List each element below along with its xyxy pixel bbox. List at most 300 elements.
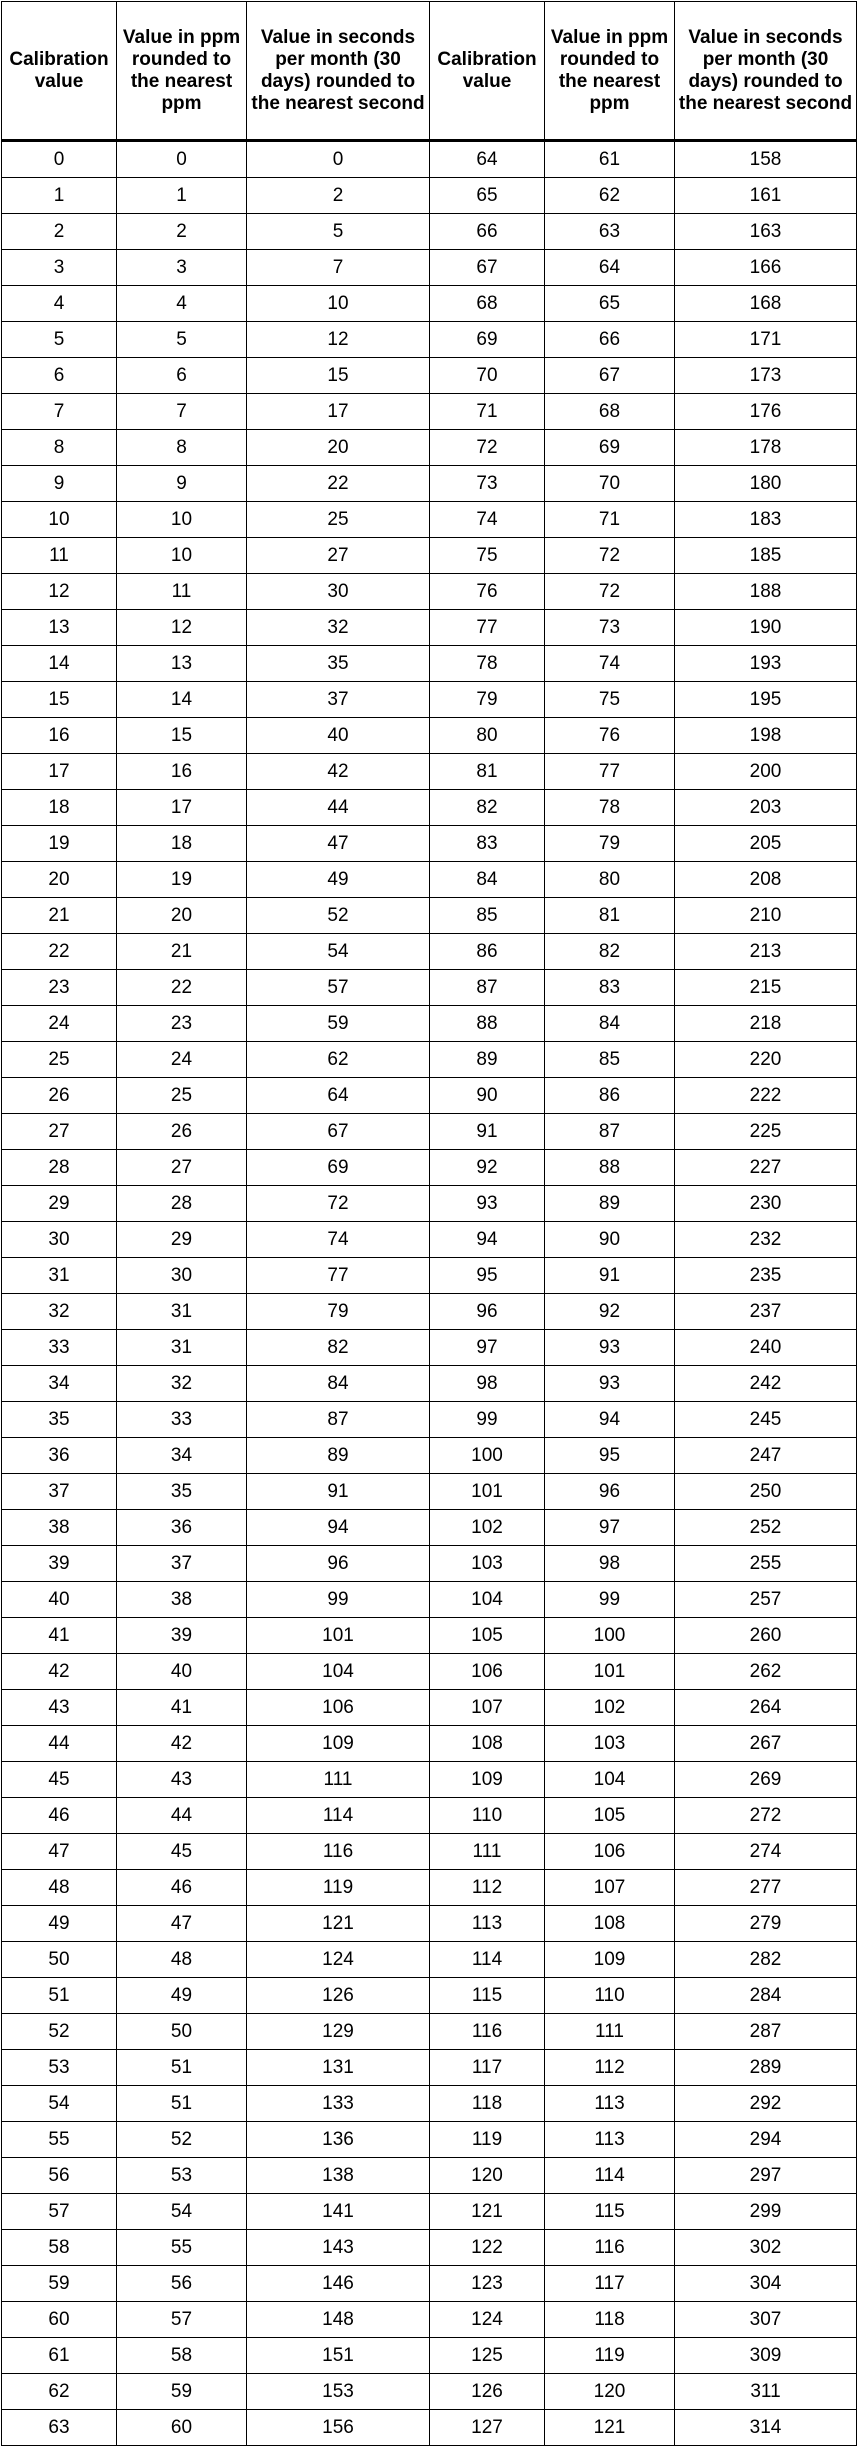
ppm-value-cell: 60 — [117, 2410, 247, 2446]
calibration-value-cell: 123 — [430, 2266, 545, 2302]
table-row — [2, 1870, 857, 1906]
table-row — [2, 2158, 857, 2194]
calibration-value-cell: 61 — [2, 2338, 117, 2374]
calibration-value-cell: 5 — [2, 322, 117, 358]
ppm-value-cell: 107 — [545, 1870, 675, 1906]
seconds-per-month-cell: 166 — [675, 250, 857, 286]
seconds-per-month-cell: 64 — [247, 1078, 430, 1114]
seconds-per-month-cell: 77 — [247, 1258, 430, 1294]
table-row — [2, 1402, 857, 1438]
calibration-value-cell: 11 — [2, 538, 117, 574]
seconds-per-month-cell: 255 — [675, 1546, 857, 1582]
ppm-value-cell: 121 — [545, 2410, 675, 2446]
seconds-per-month-cell: 111 — [247, 1762, 430, 1798]
calibration-value-cell: 105 — [430, 1618, 545, 1654]
seconds-per-month-cell: 101 — [247, 1618, 430, 1654]
table-row — [2, 2230, 857, 2266]
calibration-value-cell: 86 — [430, 934, 545, 970]
seconds-per-month-cell: 20 — [247, 430, 430, 466]
seconds-per-month-cell: 302 — [675, 2230, 857, 2266]
ppm-value-cell: 19 — [117, 862, 247, 898]
ppm-value-cell: 37 — [117, 1546, 247, 1582]
calibration-value-cell: 29 — [2, 1186, 117, 1222]
table-row — [2, 1330, 857, 1366]
calibration-value-cell: 66 — [430, 214, 545, 250]
calibration-value-cell: 83 — [430, 826, 545, 862]
seconds-per-month-cell: 151 — [247, 2338, 430, 2374]
ppm-value-cell: 4 — [117, 286, 247, 322]
calibration-value-cell: 93 — [430, 1186, 545, 1222]
calibration-value-cell: 53 — [2, 2050, 117, 2086]
calibration-value-cell: 120 — [430, 2158, 545, 2194]
seconds-per-month-cell: 47 — [247, 826, 430, 862]
ppm-value-cell: 26 — [117, 1114, 247, 1150]
calibration-value-cell: 80 — [430, 718, 545, 754]
seconds-per-month-cell: 267 — [675, 1726, 857, 1762]
calibration-value-cell: 24 — [2, 1006, 117, 1042]
ppm-value-cell: 115 — [545, 2194, 675, 2230]
calibration-value-cell: 57 — [2, 2194, 117, 2230]
ppm-value-cell: 71 — [545, 502, 675, 538]
ppm-value-cell: 7 — [117, 394, 247, 430]
table-row — [2, 1942, 857, 1978]
ppm-value-cell: 27 — [117, 1150, 247, 1186]
ppm-value-cell: 62 — [545, 178, 675, 214]
calibration-value-cell: 14 — [2, 646, 117, 682]
seconds-per-month-cell: 257 — [675, 1582, 857, 1618]
ppm-value-cell: 81 — [545, 898, 675, 934]
seconds-per-month-cell: 59 — [247, 1006, 430, 1042]
table-row — [2, 1078, 857, 1114]
calibration-value-cell: 99 — [430, 1402, 545, 1438]
calibration-value-cell: 81 — [430, 754, 545, 790]
calibration-value-cell: 72 — [430, 430, 545, 466]
table-row — [2, 466, 857, 502]
ppm-value-cell: 109 — [545, 1942, 675, 1978]
calibration-value-cell: 4 — [2, 286, 117, 322]
seconds-per-month-cell: 272 — [675, 1798, 857, 1834]
calibration-value-cell: 22 — [2, 934, 117, 970]
ppm-value-cell: 74 — [545, 646, 675, 682]
seconds-per-month-cell: 124 — [247, 1942, 430, 1978]
ppm-value-cell: 111 — [545, 2014, 675, 2050]
calibration-value-cell: 95 — [430, 1258, 545, 1294]
seconds-per-month-cell: 227 — [675, 1150, 857, 1186]
calibration-value-cell: 38 — [2, 1510, 117, 1546]
header-value-seconds-per-month: Value in seconds per month (30 days) rounded to the nearest second — [247, 2, 430, 141]
calibration-value-cell: 106 — [430, 1654, 545, 1690]
seconds-per-month-cell: 89 — [247, 1438, 430, 1474]
seconds-per-month-cell: 208 — [675, 862, 857, 898]
table-row — [2, 1006, 857, 1042]
seconds-per-month-cell: 299 — [675, 2194, 857, 2230]
calibration-value-cell: 91 — [430, 1114, 545, 1150]
table-row — [2, 1510, 857, 1546]
seconds-per-month-cell: 99 — [247, 1582, 430, 1618]
table-row — [2, 2014, 857, 2050]
seconds-per-month-cell: 314 — [675, 2410, 857, 2446]
seconds-per-month-cell: 82 — [247, 1330, 430, 1366]
ppm-value-cell: 112 — [545, 2050, 675, 2086]
ppm-value-cell: 68 — [545, 394, 675, 430]
ppm-value-cell: 51 — [117, 2050, 247, 2086]
calibration-value-cell: 40 — [2, 1582, 117, 1618]
calibration-value-cell: 100 — [430, 1438, 545, 1474]
table-row — [2, 1474, 857, 1510]
calibration-value-cell: 125 — [430, 2338, 545, 2374]
calibration-value-cell: 107 — [430, 1690, 545, 1726]
calibration-value-cell: 117 — [430, 2050, 545, 2086]
ppm-value-cell: 53 — [117, 2158, 247, 2194]
table-row — [2, 1186, 857, 1222]
ppm-value-cell: 8 — [117, 430, 247, 466]
seconds-per-month-cell: 287 — [675, 2014, 857, 2050]
seconds-per-month-cell: 205 — [675, 826, 857, 862]
ppm-value-cell: 99 — [545, 1582, 675, 1618]
seconds-per-month-cell: 240 — [675, 1330, 857, 1366]
ppm-value-cell: 86 — [545, 1078, 675, 1114]
ppm-value-cell: 84 — [545, 1006, 675, 1042]
ppm-value-cell: 51 — [117, 2086, 247, 2122]
ppm-value-cell: 101 — [545, 1654, 675, 1690]
table-row — [2, 394, 857, 430]
calibration-value-cell: 94 — [430, 1222, 545, 1258]
seconds-per-month-cell: 171 — [675, 322, 857, 358]
seconds-per-month-cell: 311 — [675, 2374, 857, 2410]
calibration-value-cell: 21 — [2, 898, 117, 934]
seconds-per-month-cell: 235 — [675, 1258, 857, 1294]
ppm-value-cell: 24 — [117, 1042, 247, 1078]
calibration-value-cell: 67 — [430, 250, 545, 286]
calibration-value-cell: 90 — [430, 1078, 545, 1114]
calibration-value-cell: 50 — [2, 1942, 117, 1978]
ppm-value-cell: 94 — [545, 1402, 675, 1438]
calibration-value-cell: 96 — [430, 1294, 545, 1330]
calibration-value-cell: 127 — [430, 2410, 545, 2446]
table-row — [2, 574, 857, 610]
calibration-value-cell: 98 — [430, 1366, 545, 1402]
calibration-value-cell: 92 — [430, 1150, 545, 1186]
calibration-value-cell: 39 — [2, 1546, 117, 1582]
seconds-per-month-cell: 264 — [675, 1690, 857, 1726]
table-row — [2, 322, 857, 358]
seconds-per-month-cell: 35 — [247, 646, 430, 682]
seconds-per-month-cell: 131 — [247, 2050, 430, 2086]
seconds-per-month-cell: 138 — [247, 2158, 430, 2194]
calibration-value-cell: 16 — [2, 718, 117, 754]
seconds-per-month-cell: 79 — [247, 1294, 430, 1330]
seconds-per-month-cell: 284 — [675, 1978, 857, 2014]
ppm-value-cell: 91 — [545, 1258, 675, 1294]
seconds-per-month-cell: 294 — [675, 2122, 857, 2158]
table-row — [2, 862, 857, 898]
calibration-value-cell: 30 — [2, 1222, 117, 1258]
ppm-value-cell: 116 — [545, 2230, 675, 2266]
calibration-value-cell: 89 — [430, 1042, 545, 1078]
ppm-value-cell: 113 — [545, 2122, 675, 2158]
seconds-per-month-cell: 158 — [675, 141, 857, 178]
seconds-per-month-cell: 190 — [675, 610, 857, 646]
seconds-per-month-cell: 185 — [675, 538, 857, 574]
seconds-per-month-cell: 232 — [675, 1222, 857, 1258]
table-row — [2, 538, 857, 574]
table-row — [2, 682, 857, 718]
ppm-value-cell: 45 — [117, 1834, 247, 1870]
table-row — [2, 826, 857, 862]
table-row — [2, 2302, 857, 2338]
ppm-value-cell: 55 — [117, 2230, 247, 2266]
calibration-value-cell: 116 — [430, 2014, 545, 2050]
seconds-per-month-cell: 10 — [247, 286, 430, 322]
seconds-per-month-cell: 188 — [675, 574, 857, 610]
calibration-value-cell: 44 — [2, 1726, 117, 1762]
seconds-per-month-cell: 84 — [247, 1366, 430, 1402]
table-header — [2, 2, 857, 141]
calibration-value-cell: 62 — [2, 2374, 117, 2410]
seconds-per-month-cell: 126 — [247, 1978, 430, 2014]
calibration-value-cell: 59 — [2, 2266, 117, 2302]
ppm-value-cell: 85 — [545, 1042, 675, 1078]
calibration-value-cell: 52 — [2, 2014, 117, 2050]
calibration-value-cell: 8 — [2, 430, 117, 466]
calibration-value-cell: 55 — [2, 2122, 117, 2158]
calibration-value-cell: 6 — [2, 358, 117, 394]
ppm-value-cell: 72 — [545, 538, 675, 574]
seconds-per-month-cell: 210 — [675, 898, 857, 934]
seconds-per-month-cell: 297 — [675, 2158, 857, 2194]
ppm-value-cell: 93 — [545, 1366, 675, 1402]
ppm-value-cell: 108 — [545, 1906, 675, 1942]
calibration-value-cell: 68 — [430, 286, 545, 322]
table-row — [2, 1294, 857, 1330]
ppm-value-cell: 16 — [117, 754, 247, 790]
table-row — [2, 1546, 857, 1582]
seconds-per-month-cell: 129 — [247, 2014, 430, 2050]
ppm-value-cell: 79 — [545, 826, 675, 862]
seconds-per-month-cell: 7 — [247, 250, 430, 286]
seconds-per-month-cell: 69 — [247, 1150, 430, 1186]
calibration-value-cell: 46 — [2, 1798, 117, 1834]
calibration-value-cell: 103 — [430, 1546, 545, 1582]
ppm-value-cell: 10 — [117, 538, 247, 574]
calibration-value-cell: 27 — [2, 1114, 117, 1150]
seconds-per-month-cell: 274 — [675, 1834, 857, 1870]
ppm-value-cell: 17 — [117, 790, 247, 826]
ppm-value-cell: 63 — [545, 214, 675, 250]
seconds-per-month-cell: 252 — [675, 1510, 857, 1546]
ppm-value-cell: 70 — [545, 466, 675, 502]
table-row — [2, 2410, 857, 2446]
ppm-value-cell: 105 — [545, 1798, 675, 1834]
calibration-value-cell: 75 — [430, 538, 545, 574]
seconds-per-month-cell: 183 — [675, 502, 857, 538]
calibration-value-cell: 7 — [2, 394, 117, 430]
ppm-value-cell: 25 — [117, 1078, 247, 1114]
calibration-value-cell: 56 — [2, 2158, 117, 2194]
ppm-value-cell: 95 — [545, 1438, 675, 1474]
ppm-value-cell: 67 — [545, 358, 675, 394]
seconds-per-month-cell: 282 — [675, 1942, 857, 1978]
seconds-per-month-cell: 163 — [675, 214, 857, 250]
seconds-per-month-cell: 40 — [247, 718, 430, 754]
seconds-per-month-cell: 245 — [675, 1402, 857, 1438]
calibration-value-cell: 109 — [430, 1762, 545, 1798]
table-row — [2, 610, 857, 646]
seconds-per-month-cell: 22 — [247, 466, 430, 502]
calibration-value-cell: 9 — [2, 466, 117, 502]
ppm-value-cell: 98 — [545, 1546, 675, 1582]
ppm-value-cell: 90 — [545, 1222, 675, 1258]
ppm-value-cell: 20 — [117, 898, 247, 934]
ppm-value-cell: 113 — [545, 2086, 675, 2122]
seconds-per-month-cell: 15 — [247, 358, 430, 394]
seconds-per-month-cell: 25 — [247, 502, 430, 538]
calibration-value-cell: 124 — [430, 2302, 545, 2338]
calibration-value-cell: 126 — [430, 2374, 545, 2410]
seconds-per-month-cell: 180 — [675, 466, 857, 502]
calibration-value-cell: 3 — [2, 250, 117, 286]
table-row — [2, 790, 857, 826]
seconds-per-month-cell: 44 — [247, 790, 430, 826]
calibration-value-cell: 37 — [2, 1474, 117, 1510]
ppm-value-cell: 14 — [117, 682, 247, 718]
ppm-value-cell: 48 — [117, 1942, 247, 1978]
table-row — [2, 1042, 857, 1078]
seconds-per-month-cell: 220 — [675, 1042, 857, 1078]
calibration-value-cell: 28 — [2, 1150, 117, 1186]
calibration-value-cell: 41 — [2, 1618, 117, 1654]
seconds-per-month-cell: 146 — [247, 2266, 430, 2302]
ppm-value-cell: 120 — [545, 2374, 675, 2410]
ppm-value-cell: 2 — [117, 214, 247, 250]
seconds-per-month-cell: 203 — [675, 790, 857, 826]
calibration-value-cell: 88 — [430, 1006, 545, 1042]
ppm-value-cell: 59 — [117, 2374, 247, 2410]
seconds-per-month-cell: 72 — [247, 1186, 430, 1222]
calibration-value-cell: 70 — [430, 358, 545, 394]
seconds-per-month-cell: 304 — [675, 2266, 857, 2302]
seconds-per-month-cell: 178 — [675, 430, 857, 466]
table-row — [2, 1798, 857, 1834]
ppm-value-cell: 21 — [117, 934, 247, 970]
ppm-value-cell: 9 — [117, 466, 247, 502]
seconds-per-month-cell: 277 — [675, 1870, 857, 1906]
table-row — [2, 214, 857, 250]
ppm-value-cell: 41 — [117, 1690, 247, 1726]
seconds-per-month-cell: 27 — [247, 538, 430, 574]
seconds-per-month-cell: 143 — [247, 2230, 430, 2266]
ppm-value-cell: 69 — [545, 430, 675, 466]
seconds-per-month-cell: 292 — [675, 2086, 857, 2122]
ppm-value-cell: 47 — [117, 1906, 247, 1942]
calibration-value-cell: 110 — [430, 1798, 545, 1834]
ppm-value-cell: 119 — [545, 2338, 675, 2374]
table-row — [2, 1762, 857, 1798]
seconds-per-month-cell: 168 — [675, 286, 857, 322]
ppm-value-cell: 50 — [117, 2014, 247, 2050]
ppm-value-cell: 12 — [117, 610, 247, 646]
ppm-value-cell: 22 — [117, 970, 247, 1006]
ppm-value-cell: 66 — [545, 322, 675, 358]
calibration-value-cell: 77 — [430, 610, 545, 646]
ppm-value-cell: 61 — [545, 141, 675, 178]
seconds-per-month-cell: 87 — [247, 1402, 430, 1438]
calibration-value-cell: 101 — [430, 1474, 545, 1510]
ppm-value-cell: 15 — [117, 718, 247, 754]
ppm-value-cell: 100 — [545, 1618, 675, 1654]
calibration-value-cell: 112 — [430, 1870, 545, 1906]
seconds-per-month-cell: 260 — [675, 1618, 857, 1654]
calibration-value-cell: 97 — [430, 1330, 545, 1366]
table-row — [2, 1978, 857, 2014]
calibration-value-cell: 48 — [2, 1870, 117, 1906]
ppm-value-cell: 30 — [117, 1258, 247, 1294]
ppm-value-cell: 40 — [117, 1654, 247, 1690]
calibration-value-cell: 25 — [2, 1042, 117, 1078]
seconds-per-month-cell: 262 — [675, 1654, 857, 1690]
calibration-value-cell: 121 — [430, 2194, 545, 2230]
table-row — [2, 1366, 857, 1402]
header-calibration-value-2: Calibration value — [430, 2, 545, 141]
seconds-per-month-cell: 195 — [675, 682, 857, 718]
table-row — [2, 718, 857, 754]
ppm-value-cell: 36 — [117, 1510, 247, 1546]
seconds-per-month-cell: 0 — [247, 141, 430, 178]
header-value-seconds-per-month-2: Value in seconds per month (30 days) rounded to the nearest second — [675, 2, 857, 141]
calibration-value-cell: 102 — [430, 1510, 545, 1546]
table-row — [2, 178, 857, 214]
seconds-per-month-cell: 42 — [247, 754, 430, 790]
ppm-value-cell: 13 — [117, 646, 247, 682]
ppm-value-cell: 82 — [545, 934, 675, 970]
ppm-value-cell: 65 — [545, 286, 675, 322]
calibration-value-cell: 111 — [430, 1834, 545, 1870]
ppm-value-cell: 33 — [117, 1402, 247, 1438]
table-row — [2, 1834, 857, 1870]
calibration-value-cell: 65 — [430, 178, 545, 214]
ppm-value-cell: 56 — [117, 2266, 247, 2302]
table-row — [2, 141, 857, 178]
ppm-value-cell: 118 — [545, 2302, 675, 2338]
table-body — [2, 141, 857, 2446]
calibration-value-cell: 33 — [2, 1330, 117, 1366]
table-row — [2, 1618, 857, 1654]
calibration-value-cell: 114 — [430, 1942, 545, 1978]
ppm-value-cell: 23 — [117, 1006, 247, 1042]
ppm-value-cell: 29 — [117, 1222, 247, 1258]
calibration-value-cell: 51 — [2, 1978, 117, 2014]
table-row — [2, 934, 857, 970]
seconds-per-month-cell: 269 — [675, 1762, 857, 1798]
table-row — [2, 1258, 857, 1294]
seconds-per-month-cell: 250 — [675, 1474, 857, 1510]
calibration-value-cell: 64 — [430, 141, 545, 178]
seconds-per-month-cell: 17 — [247, 394, 430, 430]
seconds-per-month-cell: 230 — [675, 1186, 857, 1222]
seconds-per-month-cell: 116 — [247, 1834, 430, 1870]
ppm-value-cell: 5 — [117, 322, 247, 358]
ppm-value-cell: 117 — [545, 2266, 675, 2302]
calibration-value-cell: 118 — [430, 2086, 545, 2122]
calibration-value-cell: 13 — [2, 610, 117, 646]
ppm-value-cell: 93 — [545, 1330, 675, 1366]
calibration-value-cell: 74 — [430, 502, 545, 538]
ppm-value-cell: 76 — [545, 718, 675, 754]
ppm-value-cell: 0 — [117, 141, 247, 178]
seconds-per-month-cell: 237 — [675, 1294, 857, 1330]
calibration-value-cell: 32 — [2, 1294, 117, 1330]
table-row — [2, 1582, 857, 1618]
